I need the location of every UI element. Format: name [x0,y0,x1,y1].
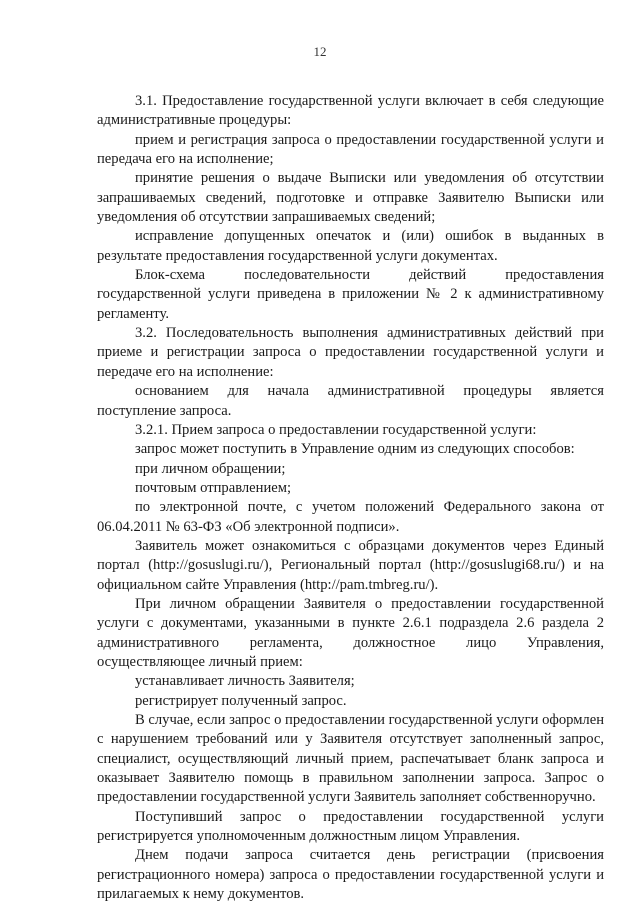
paragraph: Заявитель может ознакомиться с образцами документов через Единый портал (http://gosuslugi.ru/), Региональный портал (http://gosuslugi68.ru/) и на официальном сайте Управления (http://pam.tmbreg.ru/). [97,537,604,593]
paragraph: при личном обращении; [135,460,286,477]
paragraph: 3.2. Последовательность выполнения административных действий при приеме и регистрации запроса о предоставлении государственной услуги и передаче его на исполнение: [97,325,604,380]
paragraph: по электронной почте, с учетом положений Федерального закона от 06.04.2011 № 63-ФЗ «Об электронной подписи». [97,499,604,535]
paragraph: регистрирует полученный запрос. [135,692,347,709]
paragraph: Днем подачи запроса считается день регистрации (присвоения регистрационного номера) запроса о предоставлении государственной услуги и прилагаемых к нему документов. [97,847,604,903]
paragraph: 3.1. Предоставление государственной услуги включает в себя следующие административные процедуры: [97,93,604,129]
paragraph: устанавливает личность Заявителя; [135,673,355,690]
page-number: 12 [313,44,327,59]
paragraph: почтовым отправлением; [135,479,292,496]
paragraph: Блок-схема последовательности действий предоставления государственной услуги приведена в приложении № 2 к административному регламенту. [97,267,604,322]
paragraph: В случае, если запрос о предоставлении государственной услуги оформлен с нарушением требований или у Заявителя отсутствует заполненный запрос, специалист, осуществляющий личный прием, распечатывает бланк запроса и оказывает Заявителю помощь в правильном заполнении запроса. Запрос о предоставлении государственной услуги Заявитель заполняет собственноручно. [97,712,604,806]
document-body [97,92,604,904]
paragraph: При личном обращении Заявителя о предоставлении государственной услуги с документами, указанными в пункте 2.6.1 подраздела 2.6 раздела 2 административного регламента, должностное лицо Управления, осуществляющее личный прием: [97,595,604,670]
paragraph: 3.2.1. Прием запроса о предоставлении государственной услуги: [135,421,537,438]
paragraph: прием и регистрация запроса о предоставлении государственной услуги и передача его на исполнение; [97,131,604,168]
paragraph: принятие решения о выдаче Выписки или уведомления об отсутствии запрашиваемых сведений, подготовке и отправке Заявителю Выписки или уведомления об отсутствии запрашиваемых сведений; [97,170,604,226]
paragraph: основанием для начала административной процедуры является поступление запроса. [97,383,604,419]
paragraph: запрос может поступить в Управление одним из следующих способов: [135,441,575,458]
paragraph: исправление допущенных опечаток и (или) ошибок в выданных в результате предоставления государственной услуги документах. [97,228,604,264]
paragraph: Поступивший запрос о предоставлении государственной услуги регистрируется уполномоченным должностным лицом Управления. [97,808,604,845]
